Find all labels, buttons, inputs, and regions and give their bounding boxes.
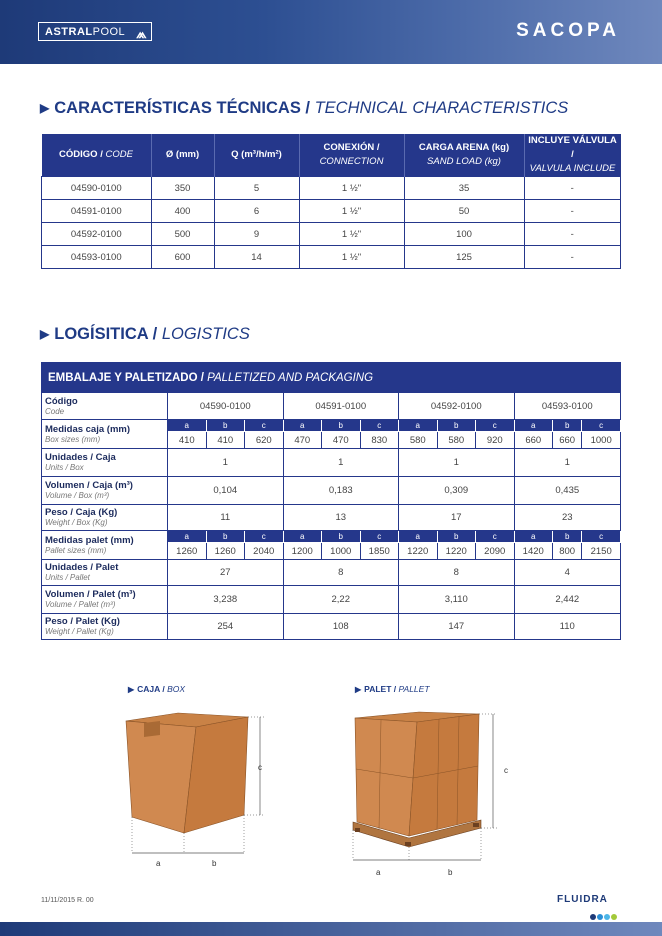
- table-cell: 0,104: [168, 477, 284, 505]
- table-cell: -: [524, 223, 621, 246]
- dimension-header: b: [437, 420, 476, 432]
- table-cell: 1850: [360, 543, 399, 560]
- table-cell: -: [524, 200, 621, 223]
- table-cell: 1000: [322, 543, 361, 560]
- dimension-header: a: [283, 420, 322, 432]
- dimension-header: a: [168, 531, 207, 543]
- table-cell: 5: [214, 177, 299, 200]
- table-cell: 04590-0100: [42, 177, 152, 200]
- table-cell: 2,442: [514, 586, 621, 614]
- dimension-header: c: [360, 531, 399, 543]
- table-cell: 27: [168, 560, 284, 586]
- table-cell: -: [524, 246, 621, 269]
- table-cell: 125: [404, 246, 524, 269]
- table-cell: 830: [360, 432, 399, 449]
- dimension-header: c: [476, 531, 515, 543]
- table-cell: 35: [404, 177, 524, 200]
- col-valve: INCLUYE VÁLVULA / VALVULA INCLUDE: [524, 134, 621, 177]
- box-diagram: [120, 705, 280, 865]
- technical-table: [41, 134, 621, 269]
- table-cell: 1 ½": [299, 200, 404, 223]
- col-diameter: Ø (mm): [151, 134, 214, 177]
- table-cell: 470: [283, 432, 322, 449]
- table-row: [42, 560, 621, 586]
- dimension-header: b: [437, 531, 476, 543]
- dimension-header: b: [553, 420, 582, 432]
- table-cell: 04592-0100: [399, 393, 515, 420]
- pallet-dim-b: b: [448, 868, 453, 877]
- table-cell: 0,309: [399, 477, 515, 505]
- table-cell: 254: [168, 614, 284, 640]
- table-cell: 1220: [437, 543, 476, 560]
- col-code: CÓDIGO / CODE: [42, 134, 152, 177]
- table-cell: 2150: [582, 543, 621, 560]
- table-cell: 3,238: [168, 586, 284, 614]
- table-cell: 4: [514, 560, 621, 586]
- table-cell: 350: [151, 177, 214, 200]
- dimension-header: a: [399, 420, 438, 432]
- table-cell: 3,110: [399, 586, 515, 614]
- technical-heading: ▶ CARACTERÍSTICAS TÉCNICAS / TECHNICAL CHARACTERISTICS: [40, 99, 569, 117]
- table-row: [42, 477, 621, 505]
- dimension-header: c: [360, 420, 399, 432]
- table-cell: 580: [437, 432, 476, 449]
- row-label: Volumen / Palet (m³) Volume / Pallet (m³): [42, 586, 168, 614]
- table-cell: 0,435: [514, 477, 621, 505]
- table-row: [42, 200, 621, 223]
- box-tape: [144, 721, 160, 737]
- table-cell: 04593-0100: [42, 246, 152, 269]
- table-cell: 04591-0100: [283, 393, 399, 420]
- table-cell: 6: [214, 200, 299, 223]
- table-cell: 660: [553, 432, 582, 449]
- triangle-icon: ▶: [128, 685, 135, 694]
- table-cell: 1 ½": [299, 246, 404, 269]
- box-dim-b: b: [212, 859, 217, 868]
- pallet-dim-c: c: [504, 766, 508, 775]
- logistics-table: [41, 362, 621, 640]
- table-cell: 11: [168, 505, 284, 531]
- row-label: Volumen / Caja (m³) Volume / Box (m³): [42, 477, 168, 505]
- table-cell: 0,183: [283, 477, 399, 505]
- row-label: Peso / Palet (Kg) Weight / Pallet (Kg): [42, 614, 168, 640]
- table-row: [42, 393, 621, 420]
- astralpool-logo: ASTRALPOOL ⩕: [38, 22, 152, 41]
- pallet-right-face: [409, 714, 479, 836]
- table-cell: 2040: [245, 543, 284, 560]
- row-label: Código Code: [42, 393, 168, 420]
- dimension-header: a: [168, 420, 207, 432]
- logistics-heading: ▶ LOGÍSITICA / LOGISTICS: [40, 325, 250, 343]
- box-left-face: [126, 721, 196, 833]
- table-cell: 1000: [582, 432, 621, 449]
- table-cell: 17: [399, 505, 515, 531]
- col-connection: CONEXIÓN / CONNECTION: [299, 134, 404, 177]
- table-cell: 1220: [399, 543, 438, 560]
- table-cell: 580: [399, 432, 438, 449]
- table-cell: -: [524, 177, 621, 200]
- row-label: Unidades / Caja Units / Box: [42, 449, 168, 477]
- table-row: [42, 531, 621, 543]
- table-cell: 1200: [283, 543, 322, 560]
- table-cell: 1420: [514, 543, 553, 560]
- table-row: [42, 223, 621, 246]
- table-cell: 14: [214, 246, 299, 269]
- row-label: Medidas palet (mm) Pallet sizes (mm): [42, 531, 168, 560]
- dimension-header: a: [514, 420, 553, 432]
- dimension-header: b: [553, 531, 582, 543]
- table-cell: 600: [151, 246, 214, 269]
- dimension-header: a: [514, 531, 553, 543]
- table-cell: 1: [399, 449, 515, 477]
- table-cell: 1 ½": [299, 223, 404, 246]
- pallet-diagram: [345, 702, 520, 877]
- table-cell: 8: [399, 560, 515, 586]
- dimension-header: a: [283, 531, 322, 543]
- table-cell: 8: [283, 560, 399, 586]
- dimension-header: b: [206, 420, 245, 432]
- table-cell: 660: [514, 432, 553, 449]
- pallet-dim-a: a: [376, 868, 381, 877]
- triangle-icon: ▶: [40, 101, 50, 115]
- dimension-header: c: [245, 420, 284, 432]
- table-cell: 2,22: [283, 586, 399, 614]
- table-cell: 100: [404, 223, 524, 246]
- table-cell: 620: [245, 432, 284, 449]
- table-cell: 9: [214, 223, 299, 246]
- table-cell: 1: [283, 449, 399, 477]
- table-cell: 1 ½": [299, 177, 404, 200]
- table-cell: 108: [283, 614, 399, 640]
- table-cell: 50: [404, 200, 524, 223]
- col-sand: CARGA ARENA (kg) SAND LOAD (kg): [404, 134, 524, 177]
- triangle-icon: ▶: [355, 685, 362, 694]
- table-cell: 1: [168, 449, 284, 477]
- dimension-header: b: [322, 531, 361, 543]
- box-dim-a: a: [156, 859, 161, 868]
- dimension-header: c: [476, 420, 515, 432]
- table-cell: 920: [476, 432, 515, 449]
- dimension-header: c: [582, 531, 621, 543]
- table-cell: 23: [514, 505, 621, 531]
- table-cell: 410: [206, 432, 245, 449]
- revision-date: 11/11/2015 R. 00: [41, 897, 94, 904]
- table-cell: 04593-0100: [514, 393, 621, 420]
- footer-banner: [0, 922, 662, 936]
- table-cell: 04590-0100: [168, 393, 284, 420]
- dimension-header: b: [206, 531, 245, 543]
- row-label: Medidas caja (mm) Box sizes (mm): [42, 420, 168, 449]
- table-row: [42, 586, 621, 614]
- table-cell: 04592-0100: [42, 223, 152, 246]
- row-label: Unidades / Palet Units / Pallet: [42, 560, 168, 586]
- table-cell: 13: [283, 505, 399, 531]
- table-row: [42, 177, 621, 200]
- dimension-header: a: [399, 531, 438, 543]
- box-dim-c: c: [258, 763, 262, 772]
- table-cell: 400: [151, 200, 214, 223]
- table-cell: 1260: [168, 543, 207, 560]
- dimension-header: b: [322, 420, 361, 432]
- fluidra-logo: FLUIDRA: [557, 894, 608, 905]
- table-cell: 147: [399, 614, 515, 640]
- table-cell: 410: [168, 432, 207, 449]
- table-row: [42, 449, 621, 477]
- table-row: [42, 420, 621, 432]
- table-cell: 04591-0100: [42, 200, 152, 223]
- sacopa-brand: SACOPA: [516, 20, 620, 41]
- table-cell: 1: [514, 449, 621, 477]
- table-cell: 1260: [206, 543, 245, 560]
- logo-triangle-icon: ⩕: [136, 26, 147, 41]
- table-cell: 470: [322, 432, 361, 449]
- logistics-table-title: EMBALAJE Y PALETIZADO / PALLETIZED AND PACKAGING: [42, 363, 621, 393]
- table-cell: 2090: [476, 543, 515, 560]
- table-cell: 800: [553, 543, 582, 560]
- dimension-header: c: [245, 531, 284, 543]
- table-row: [42, 246, 621, 269]
- triangle-icon: ▶: [40, 327, 50, 341]
- dimension-header: c: [582, 420, 621, 432]
- table-cell: 110: [514, 614, 621, 640]
- col-flow: Q (m³/h/m²): [214, 134, 299, 177]
- table-row: [42, 614, 621, 640]
- pallet-caption: ▶ PALET / PALLET: [355, 684, 430, 694]
- box-caption: ▶ CAJA / BOX: [128, 684, 186, 694]
- table-cell: 500: [151, 223, 214, 246]
- table-row: [42, 505, 621, 531]
- header-banner: [0, 0, 662, 64]
- row-label: Peso / Caja (Kg) Weight / Box (Kg): [42, 505, 168, 531]
